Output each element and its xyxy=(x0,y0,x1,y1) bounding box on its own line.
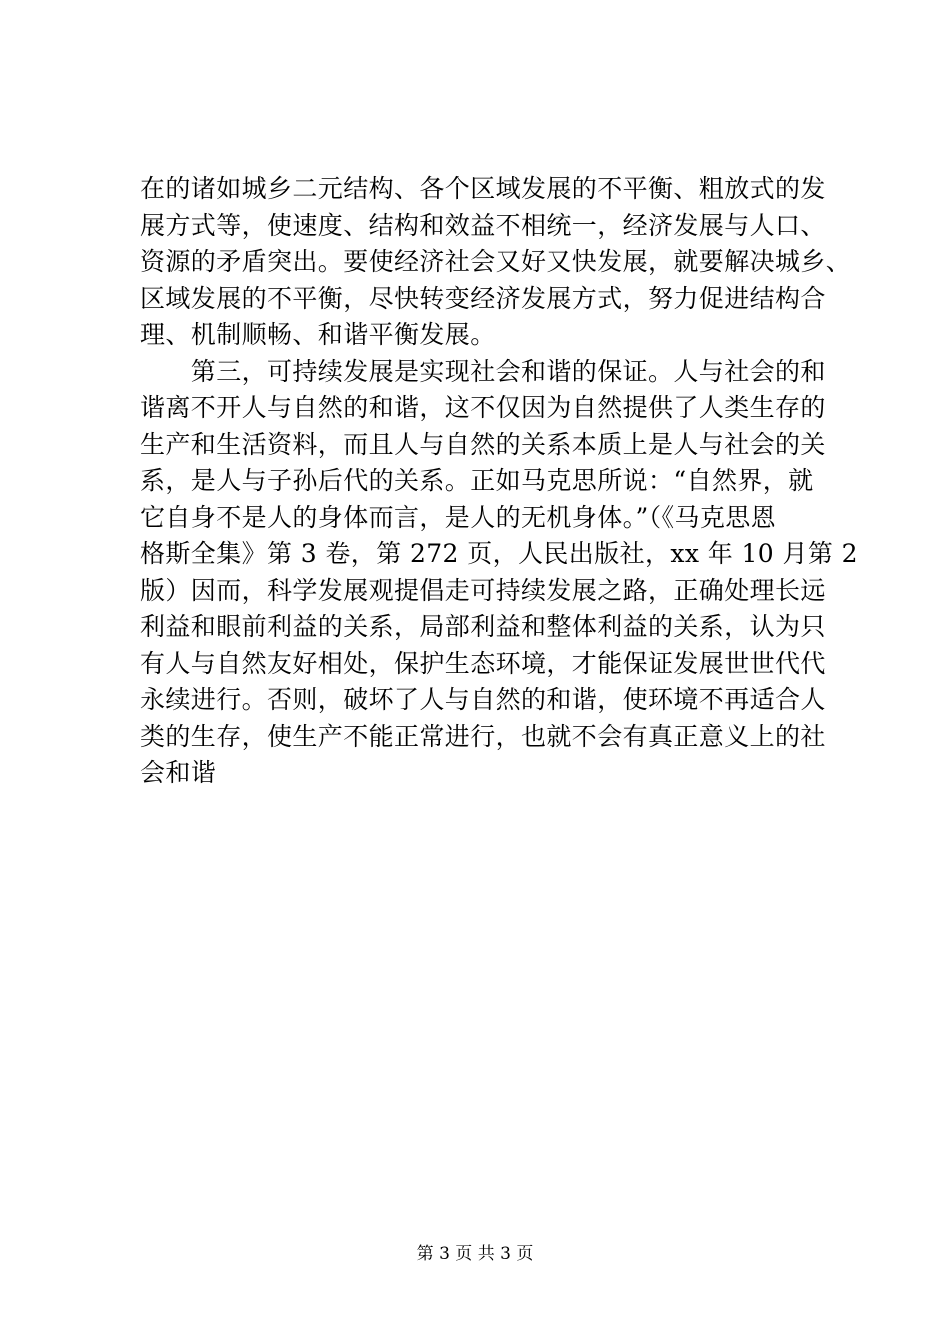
text-line: 系，是人与子孙后代的关系。正如马克思所说：“自然界，就 xyxy=(140,466,814,495)
page-number-label: 第 3 页 共 3 页 xyxy=(416,1244,534,1264)
text-line: 展方式等，使速度、结构和效益不相统一，经济发展与人口、 xyxy=(140,210,826,240)
text-line: 利益和眼前利益的关系，局部利益和整体利益的关系，认为只 xyxy=(140,612,826,641)
text-line: 永续进行。否则，破坏了人与自然的和谐，使环境不再适合人 xyxy=(140,685,826,714)
text-line: 理、机制顺畅、和谐平衡发展。 xyxy=(140,320,496,349)
text-line: 它自身不是人的身体而言，是人的无机身体。”（《马克思恩 xyxy=(140,502,777,532)
text-line: 谐离不开人与自然的和谐，这不仅因为自然提供了人类生存的 xyxy=(140,393,826,422)
text-line: 区域发展的不平衡，尽快转变经济发展方式，努力促进结构合 xyxy=(140,283,826,313)
text-line: 第三，可持续发展是实现社会和谐的保证。人与社会的和 xyxy=(140,356,826,386)
text-line: 有人与自然友好相处，保护生态环境，才能保证发展世世代代 xyxy=(140,648,826,678)
text-line: 资源的矛盾突出。要使经济社会又好又快发展，就要解决城乡、 xyxy=(140,247,852,276)
text-line: 版）因而，科学发展观提倡走可持续发展之路，正确处理长远 xyxy=(140,575,826,605)
body-text xyxy=(140,171,858,792)
text-line: 生产和生活资料，而且人与自然的关系本质上是人与社会的关 xyxy=(140,429,826,459)
text-line: 在的诸如城乡二元结构、各个区域发展的不平衡、粗放式的发 xyxy=(140,174,826,203)
text-line: 会和谐 xyxy=(140,758,217,787)
text-line: 格斯全集》第 3 卷，第 272 页，人民出版社，xx 年 10 月第 2 xyxy=(140,539,858,568)
page-footer xyxy=(0,1242,950,1266)
text-line: 类的生存，使生产不能正常进行，也就不会有真正意义上的社 xyxy=(140,721,826,751)
